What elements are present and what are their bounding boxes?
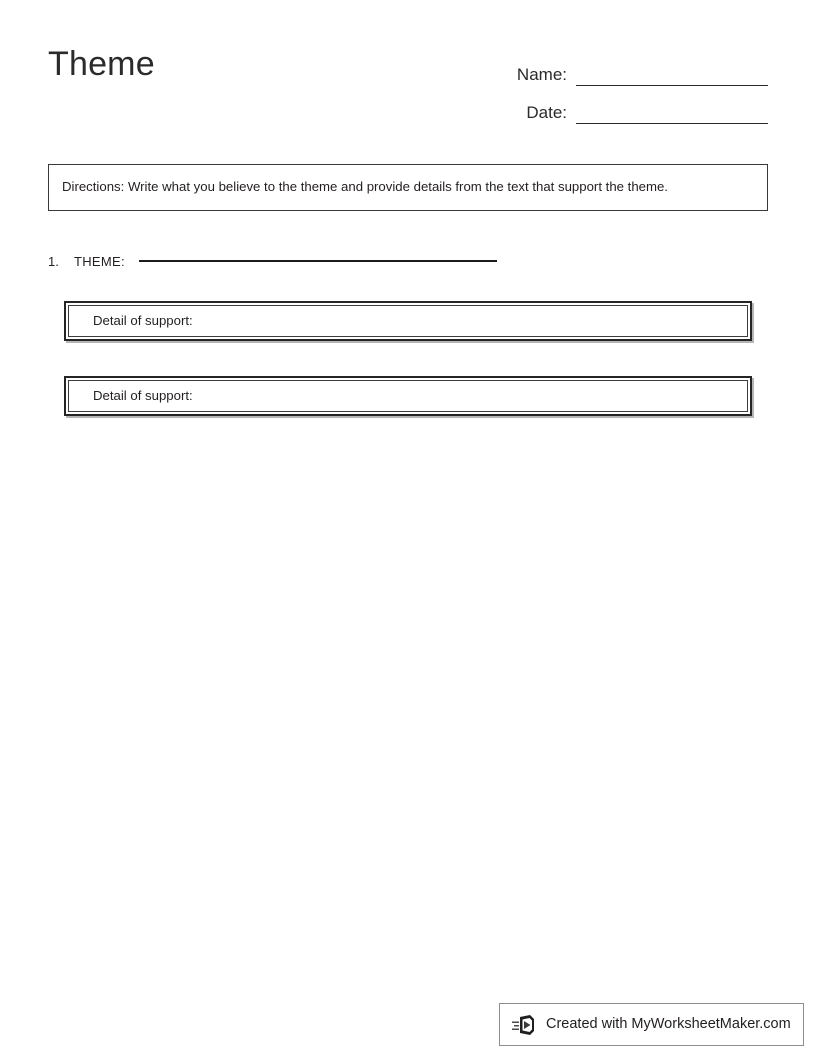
theme-item-label: THEME: (74, 253, 125, 269)
detail-of-support-box[interactable] (64, 301, 752, 341)
directions-box (48, 164, 768, 211)
detail-of-support-label: Detail of support: (93, 313, 193, 329)
name-input-line[interactable] (576, 65, 768, 86)
date-input-line[interactable] (576, 103, 768, 124)
detail-of-support-label: Detail of support: (93, 388, 193, 404)
worksheet-header (48, 42, 768, 122)
date-field-label: Date: (526, 103, 567, 122)
detail-of-support-inner (68, 305, 748, 337)
footer-credit-text: Created with MyWorksheetMaker.com (546, 1016, 791, 1033)
date-field-row (468, 86, 768, 124)
detail-of-support-box[interactable] (64, 376, 752, 416)
name-field-label: Name: (516, 65, 567, 84)
worksheet-maker-logo-icon (512, 1013, 538, 1037)
directions-text: Directions: Write what you believe to the theme and provide details from the text that support the theme. (62, 179, 668, 194)
theme-question-row (48, 250, 497, 272)
footer-badge[interactable] (499, 1003, 804, 1046)
theme-answer-line[interactable] (139, 260, 497, 262)
name-field-row (468, 48, 768, 86)
theme-item-number: 1. (48, 253, 59, 269)
page-title: Theme (48, 45, 155, 83)
detail-of-support-inner (68, 380, 748, 412)
name-date-group (468, 48, 768, 124)
